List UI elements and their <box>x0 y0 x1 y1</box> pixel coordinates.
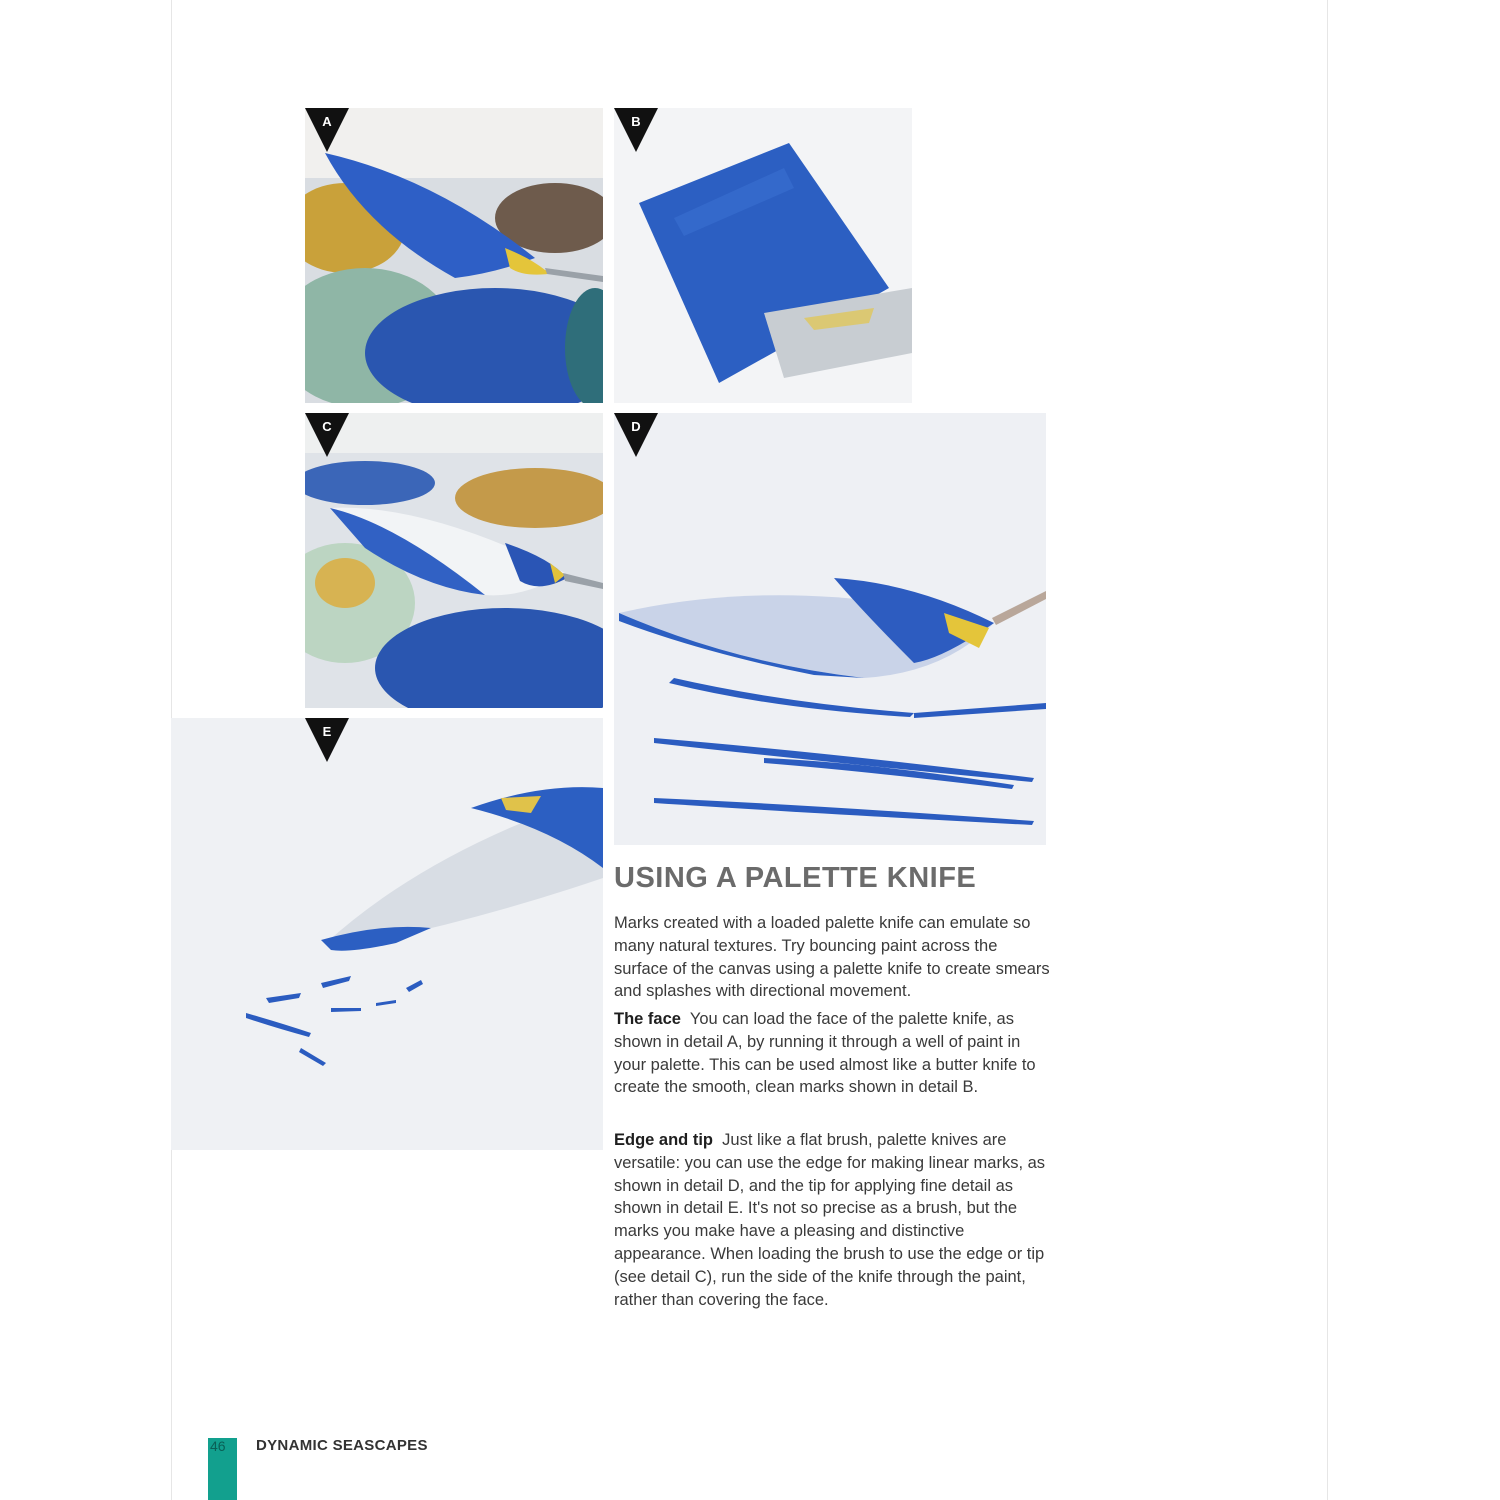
marker-d <box>614 413 658 457</box>
marker-b <box>614 108 658 152</box>
running-footer-section: DYNAMIC SEASCAPES <box>256 1437 428 1454</box>
marker-c-label: C <box>322 419 332 434</box>
marker-c <box>305 413 349 457</box>
edge-paragraph <box>614 1129 1054 1311</box>
page-number: 46 <box>210 1438 226 1454</box>
marker-a-label: A <box>322 114 332 129</box>
marker-e <box>305 718 349 762</box>
marker-d-label: D <box>631 419 641 434</box>
intro-paragraph: Marks created with a loaded palette knife can emulate so many natural textures. Try bouncing paint across the surface of the canvas using a palette knife to create smears and splashes with directional movement. <box>614 914 1050 1001</box>
marker-a <box>305 108 349 152</box>
face-lead: The face <box>614 1010 681 1028</box>
photo-c-knife-side-loaded <box>305 413 603 708</box>
face-text: You can load the face of the palette knife, as shown in detail A, by running it through a well of paint in your palette. This can be used almost like a butter knife to create the smooth, clean marks shown in detail B. <box>614 1010 1036 1097</box>
photo-a-knife-face-loaded <box>305 108 603 403</box>
photo-b-smooth-mark <box>614 108 912 403</box>
edge-lead: Edge and tip <box>614 1131 713 1149</box>
photo-e-fine-detail <box>171 718 603 1150</box>
photo-d-linear-marks <box>614 413 1046 845</box>
marker-e-label: E <box>322 724 332 739</box>
marker-b-label: B <box>631 114 641 129</box>
section-heading: USING A PALETTE KNIFE <box>614 862 977 894</box>
face-paragraph <box>614 1008 1054 1099</box>
edge-text: Just like a flat brush, palette knives are versatile: you can use the edge for making linear marks, as shown in detail D, and the tip for applying fine detail as shown in detail E. It's not so precise as a brush, but the marks you make have a pleasing and distinctive appearance. When loading the brush to use the edge or tip (see detail C), run the side of the knife through the paint, rather than covering the face. <box>614 1131 1046 1309</box>
